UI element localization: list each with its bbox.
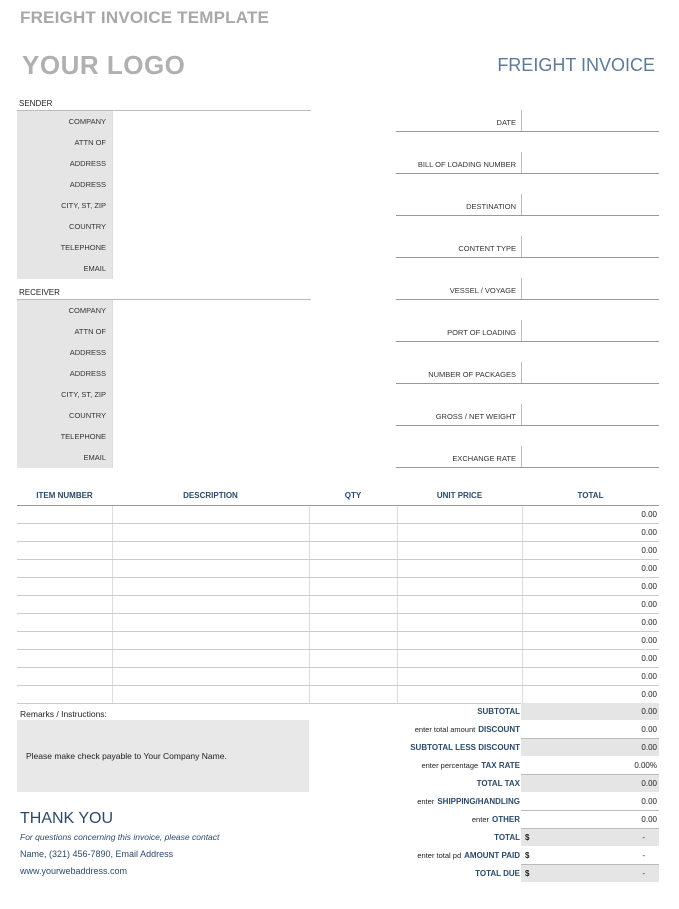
description-cell[interactable]	[112, 541, 309, 559]
field-label: ADDRESS	[17, 174, 112, 195]
table-row	[17, 505, 659, 523]
sender-row	[17, 174, 311, 195]
table-row	[17, 685, 659, 703]
field-label: ADDRESS	[17, 153, 112, 174]
field-label: BILL OF LOADING NUMBER	[417, 160, 516, 169]
receiver-row	[17, 321, 311, 342]
total-value	[521, 829, 659, 847]
amount-paid-hint: enter total pd	[417, 851, 462, 860]
description-cell[interactable]	[112, 685, 309, 703]
sender-row	[17, 216, 311, 237]
receiver-email-input[interactable]	[112, 447, 311, 468]
unit-price-cell[interactable]	[397, 613, 522, 631]
description-cell[interactable]	[112, 559, 309, 577]
contact-intro: For questions concerning this invoice, please contact	[20, 832, 220, 842]
row-total-cell: 0.00	[522, 667, 659, 685]
bill-of-loading-input[interactable]	[521, 152, 659, 173]
sender-telephone-input[interactable]	[112, 237, 311, 258]
sender-block	[17, 110, 311, 279]
subtotal-less-discount-value: 0.00	[521, 739, 659, 757]
receiver-row	[17, 300, 311, 321]
item-number-cell[interactable]	[17, 685, 112, 703]
unit-price-cell[interactable]	[397, 523, 522, 541]
amount-paid-input[interactable]	[521, 847, 659, 865]
sender-email-input[interactable]	[112, 258, 311, 279]
template-title: FREIGHT INVOICE TEMPLATE	[20, 8, 270, 27]
description-cell[interactable]	[112, 523, 309, 541]
receiver-address1-input[interactable]	[112, 342, 311, 363]
total-amount: -	[642, 833, 645, 842]
unit-price-cell[interactable]	[397, 559, 522, 577]
item-number-cell[interactable]	[17, 541, 112, 559]
description-cell[interactable]	[112, 595, 309, 613]
field-label: TELEPHONE	[17, 237, 112, 258]
number-of-packages-row	[396, 342, 659, 384]
field-label: ATTN OF	[17, 132, 112, 153]
totals-label	[396, 775, 520, 793]
receiver-label: RECEIVER	[19, 288, 60, 297]
sender-row	[17, 258, 311, 279]
currency-symbol: $	[525, 833, 530, 842]
qty-cell[interactable]	[309, 595, 397, 613]
unit-price-cell[interactable]	[397, 541, 522, 559]
qty-cell[interactable]	[309, 541, 397, 559]
table-row	[17, 541, 659, 559]
sender-address2-input[interactable]	[112, 174, 311, 195]
currency-symbol: $	[525, 851, 530, 860]
receiver-address2-input[interactable]	[112, 363, 311, 384]
sender-row	[17, 111, 311, 132]
destination-input[interactable]	[521, 194, 659, 215]
qty-cell[interactable]	[309, 559, 397, 577]
row-total-cell: 0.00	[522, 559, 659, 577]
qty-cell[interactable]	[309, 523, 397, 541]
qty-cell[interactable]	[309, 649, 397, 667]
discount-input[interactable]: 0.00	[521, 721, 659, 739]
subtotal-less-discount-label: SUBTOTAL LESS DISCOUNT	[410, 743, 520, 752]
sender-country-input[interactable]	[112, 216, 311, 237]
total-due-label: TOTAL DUE	[475, 869, 520, 878]
unit-price-cell[interactable]	[397, 631, 522, 649]
other-row	[396, 811, 659, 829]
unit-price-cell[interactable]	[397, 649, 522, 667]
field-label: ADDRESS	[17, 363, 112, 384]
shipping-hint: enter	[417, 797, 435, 806]
number-of-packages-input[interactable]	[521, 362, 659, 383]
field-label: ATTN OF	[17, 321, 112, 342]
vessel-voyage-row	[396, 258, 659, 300]
remarks-box[interactable]: Please make check payable to Your Company Name.	[17, 720, 309, 792]
table-row	[17, 631, 659, 649]
description-cell[interactable]	[112, 667, 309, 685]
field-label: ADDRESS	[17, 342, 112, 363]
vessel-voyage-input[interactable]	[521, 278, 659, 299]
sender-company-input[interactable]	[112, 111, 311, 132]
total-tax-row	[396, 775, 659, 793]
table-row	[17, 667, 659, 685]
receiver-company-input[interactable]	[112, 300, 311, 321]
field-label: COMPANY	[17, 111, 112, 132]
subtotal-label: SUBTOTAL	[477, 707, 520, 716]
description-header: DESCRIPTION	[112, 487, 309, 505]
totals-label	[396, 829, 520, 847]
sender-row	[17, 195, 311, 216]
table-row	[17, 613, 659, 631]
sender-address1-input[interactable]	[112, 153, 311, 174]
field-label: PORT OF LOADING	[447, 328, 516, 337]
field-label: DESTINATION	[466, 202, 516, 211]
receiver-city-input[interactable]	[112, 384, 311, 405]
shipping-handling-label: SHIPPING/HANDLING	[437, 797, 520, 806]
content-type-row	[396, 216, 659, 258]
table-row	[17, 649, 659, 667]
receiver-attn-input[interactable]	[112, 321, 311, 342]
qty-cell[interactable]	[309, 631, 397, 649]
unit-price-cell[interactable]	[397, 577, 522, 595]
table-row	[17, 559, 659, 577]
field-label: GROSS / NET WEIGHT	[435, 412, 516, 421]
discount-hint: enter total amount	[414, 725, 476, 734]
item-number-cell[interactable]	[17, 595, 112, 613]
row-total-cell: 0.00	[522, 523, 659, 541]
discount-row	[396, 721, 659, 739]
field-label: COUNTRY	[17, 405, 112, 426]
field-label: CITY, ST, ZIP	[17, 384, 112, 405]
row-total-cell: 0.00	[522, 505, 659, 523]
receiver-telephone-input[interactable]	[112, 426, 311, 447]
table-row	[17, 523, 659, 541]
sender-city-input[interactable]	[112, 195, 311, 216]
total-header: TOTAL	[522, 487, 659, 505]
totals-label	[396, 739, 520, 757]
amount-paid-amount: -	[642, 851, 645, 860]
totals-label	[396, 721, 520, 739]
item-number-cell[interactable]	[17, 649, 112, 667]
field-label: DATE	[496, 118, 516, 127]
item-number-cell[interactable]	[17, 505, 112, 523]
currency-symbol: $	[525, 869, 530, 878]
contact-details: Name, (321) 456-7890, Email Address	[20, 849, 174, 859]
remarks-label: Remarks / Instructions:	[20, 709, 107, 719]
port-of-loading-input[interactable]	[521, 320, 659, 341]
receiver-row	[17, 447, 311, 468]
unit-price-cell[interactable]	[397, 667, 522, 685]
qty-cell[interactable]	[309, 667, 397, 685]
row-total-cell: 0.00	[522, 685, 659, 703]
port-of-loading-row	[396, 300, 659, 342]
receiver-country-input[interactable]	[112, 405, 311, 426]
date-row	[396, 90, 659, 132]
row-total-cell: 0.00	[522, 577, 659, 595]
amount-paid-label: AMOUNT PAID	[464, 851, 520, 860]
item-number-cell[interactable]	[17, 667, 112, 685]
item-number-cell[interactable]	[17, 613, 112, 631]
exchange-rate-row	[396, 426, 659, 468]
table-row	[17, 577, 659, 595]
items-table	[17, 487, 659, 704]
table-row	[17, 595, 659, 613]
invoice-title: FREIGHT INVOICE	[497, 55, 655, 75]
qty-cell[interactable]	[309, 505, 397, 523]
gross-net-weight-row	[396, 384, 659, 426]
item-number-header: ITEM NUMBER	[17, 487, 112, 505]
totals-label	[396, 757, 520, 775]
content-type-input[interactable]	[521, 236, 659, 257]
totals-label	[396, 811, 520, 829]
logo-placeholder: YOUR LOGO	[22, 50, 186, 80]
other-input[interactable]: 0.00	[521, 811, 659, 829]
destination-row	[396, 174, 659, 216]
subtotal-row	[396, 703, 659, 721]
receiver-row	[17, 405, 311, 426]
item-number-cell[interactable]	[17, 559, 112, 577]
gross-net-weight-input[interactable]	[521, 404, 659, 425]
qty-cell[interactable]	[309, 577, 397, 595]
tax-rate-row	[396, 757, 659, 775]
description-cell[interactable]	[112, 649, 309, 667]
sender-row	[17, 132, 311, 153]
field-label: TELEPHONE	[17, 426, 112, 447]
sender-label: SENDER	[19, 99, 53, 108]
row-total-cell: 0.00	[522, 649, 659, 667]
shipping-handling-row	[396, 793, 659, 811]
sender-attn-input[interactable]	[112, 132, 311, 153]
qty-cell[interactable]	[309, 613, 397, 631]
receiver-row	[17, 384, 311, 405]
description-cell[interactable]	[112, 631, 309, 649]
field-label: COMPANY	[17, 300, 112, 321]
total-due-row	[396, 865, 659, 883]
receiver-row	[17, 363, 311, 384]
field-label: CITY, ST, ZIP	[17, 195, 112, 216]
receiver-row	[17, 426, 311, 447]
other-hint: enter	[471, 815, 489, 824]
qty-cell[interactable]	[309, 685, 397, 703]
tax-rate-label: TAX RATE	[481, 761, 520, 770]
website-link[interactable]: www.yourwebaddress.com	[20, 866, 128, 876]
total-row	[396, 829, 659, 847]
item-number-cell[interactable]	[17, 523, 112, 541]
field-label: EXCHANGE RATE	[452, 454, 516, 463]
field-label: COUNTRY	[17, 216, 112, 237]
row-total-cell: 0.00	[522, 613, 659, 631]
total-tax-value: 0.00	[521, 775, 659, 793]
bill-of-loading-row	[396, 132, 659, 174]
items-header-row	[17, 487, 659, 505]
totals-label	[396, 703, 520, 721]
receiver-block	[17, 299, 311, 468]
total-tax-label: TOTAL TAX	[476, 779, 520, 788]
row-total-cell: 0.00	[522, 541, 659, 559]
field-label: CONTENT TYPE	[458, 244, 516, 253]
field-label: EMAIL	[17, 258, 112, 279]
totals-label	[396, 865, 520, 883]
item-number-cell[interactable]	[17, 631, 112, 649]
shipping-handling-input[interactable]: 0.00	[521, 793, 659, 811]
sender-row	[17, 237, 311, 258]
subtotal-value: 0.00	[521, 703, 659, 721]
other-label: OTHER	[492, 815, 520, 824]
tax-rate-hint: enter percentage	[421, 761, 479, 770]
unit-price-header: UNIT PRICE	[397, 487, 522, 505]
description-cell[interactable]	[112, 505, 309, 523]
row-total-cell: 0.00	[522, 631, 659, 649]
total-label: TOTAL	[494, 833, 520, 842]
total-due-amount: -	[642, 869, 645, 878]
row-total-cell: 0.00	[522, 595, 659, 613]
amount-paid-row	[396, 847, 659, 865]
total-due-value	[521, 865, 659, 883]
date-input[interactable]	[521, 110, 659, 131]
description-cell[interactable]	[112, 613, 309, 631]
unit-price-cell[interactable]	[397, 595, 522, 613]
sender-row	[17, 153, 311, 174]
tax-rate-input[interactable]: 0.00%	[521, 757, 659, 775]
qty-header: QTY	[309, 487, 397, 505]
thank-you-heading: THANK YOU	[20, 810, 114, 827]
exchange-rate-input[interactable]	[521, 446, 659, 467]
field-label: NUMBER OF PACKAGES	[428, 370, 516, 379]
receiver-row	[17, 342, 311, 363]
totals-label	[396, 793, 520, 811]
unit-price-cell[interactable]	[397, 505, 522, 523]
totals-label	[396, 847, 520, 865]
description-cell[interactable]	[112, 577, 309, 595]
field-label: VESSEL / VOYAGE	[449, 286, 516, 295]
field-label: EMAIL	[17, 447, 112, 468]
unit-price-cell[interactable]	[397, 685, 522, 703]
discount-label: DISCOUNT	[478, 725, 520, 734]
subtotal-less-discount-row	[396, 739, 659, 757]
item-number-cell[interactable]	[17, 577, 112, 595]
